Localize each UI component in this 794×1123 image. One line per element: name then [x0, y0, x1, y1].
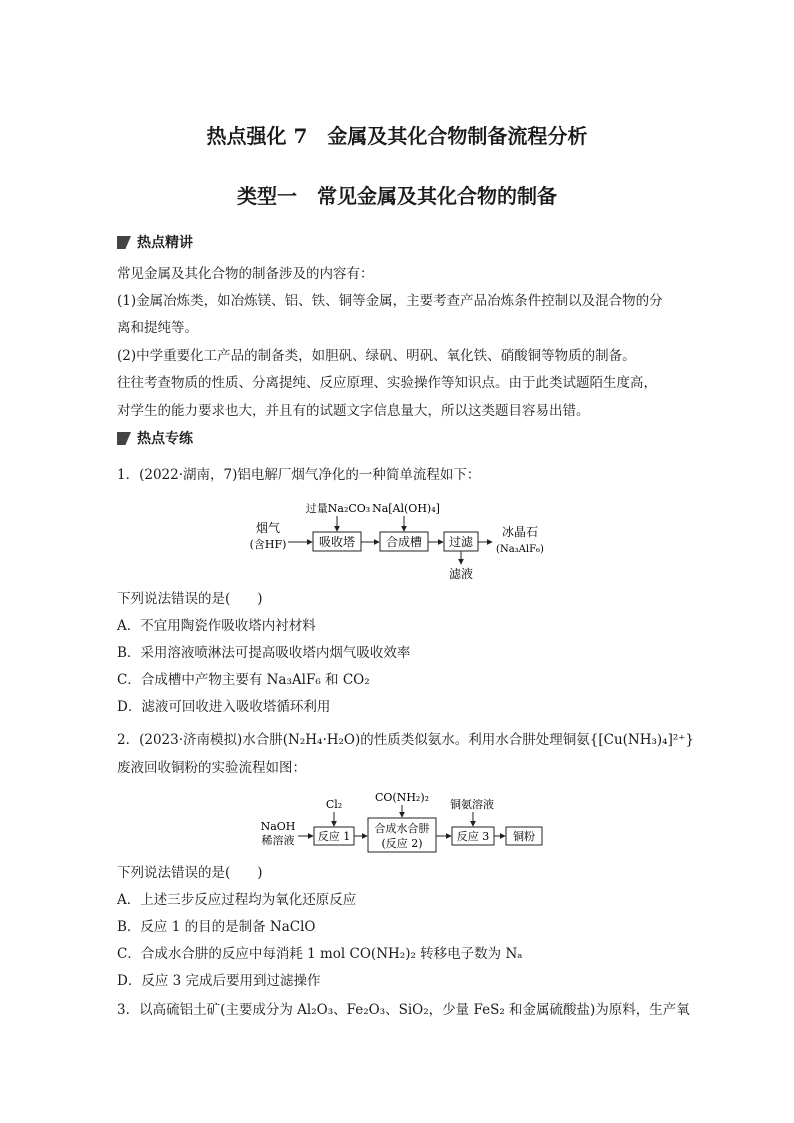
section-heading-2 — [117, 428, 193, 448]
flow-diagram-1 — [240, 496, 560, 584]
section-heading-text: 热点精讲 — [137, 235, 193, 251]
flow2-box-reaction-1-label: 反应 1 — [317, 830, 351, 843]
question-3-stem: 3．以高硫铝土矿(主要成分为 Al₂O₃、Fe₂O₃、SiO₂，少量 FeS₂ 和金属硫酸盐)为原料，生产氧 — [117, 1002, 690, 1018]
question-1-option: C．合成槽中产物主要有 Na₃AlF₆ 和 CO₂ — [117, 672, 370, 688]
flow1-box-synthesis-label: 合成槽 — [385, 535, 423, 549]
flow2-reagent-2: CO(NH₂)₂ — [374, 791, 430, 804]
flow2-input-note: 稀溶液 — [261, 834, 295, 847]
page-title: 热点强化 7 金属及其化合物制备流程分析 — [206, 124, 588, 148]
flow1-box-filter-label: 过滤 — [448, 535, 474, 549]
intro-line: 对学生的能力要求也大，并且有的试题文字信息量大，所以这类题目容易出错。 — [117, 403, 590, 419]
flow1-product: 冰晶石 — [501, 525, 539, 539]
question-2-stem: 2．(2023·济南模拟)水合肼(N₂H₄·H₂O)的性质类似氨水。利用水合肼处理铜氨{[Cu(NH₃)₄]²⁺} — [117, 732, 694, 748]
flow1-input-label: 烟气 — [255, 521, 281, 535]
flow1-reagent-2: Na[Al(OH)₄] — [372, 502, 440, 515]
question-1-stem: 1．(2022·湖南，7)铝电解厂烟气净化的一种简单流程如下： — [117, 467, 481, 483]
question-2-stem-cont: 废液回收铜粉的实验流程如图： — [117, 760, 306, 776]
question-2-option: B．反应 1 的目的是制备 NaClO — [117, 919, 316, 935]
question-1-option: A．不宜用陶瓷作吸收塔内衬材料 — [117, 618, 316, 634]
section-marker-icon — [117, 432, 131, 445]
question-2-ask: 下列说法错误的是( ) — [117, 865, 263, 881]
intro-line: (1)金属冶炼类，如冶炼镁、铝、铁、铜等金属，主要考查产品冶炼条件控制以及混合物的分 — [117, 293, 663, 309]
question-2-option: D．反应 3 完成后要用到过滤操作 — [117, 973, 321, 989]
section-heading-1 — [117, 232, 193, 252]
question-2-option: A．上述三步反应过程均为氧化还原反应 — [117, 892, 357, 908]
intro-line: (2)中学重要化工产品的制备类，如胆矾、绿矾、明矾、氧化铁、硝酸铜等物质的制备。 — [117, 348, 636, 364]
flow2-box-reaction-3-label: 反应 3 — [456, 830, 490, 843]
flow1-box-absorber-label: 吸收塔 — [318, 535, 356, 549]
intro-line: 离和提纯等。 — [117, 320, 198, 336]
section-heading-text: 热点专练 — [137, 431, 193, 447]
flow2-box-copper-label: 铜粉 — [513, 830, 535, 843]
intro-line: 往往考查物质的性质、分离提纯、反应原理、实验操作等知识点。由于此类试题陌生度高， — [117, 375, 657, 391]
intro-line: 常见金属及其化合物的制备涉及的内容有： — [117, 266, 374, 282]
question-1-option: B．采用溶液喷淋法可提高吸收塔内烟气吸收效率 — [117, 645, 411, 661]
flow2-box-hydrazine-label: 合成水合肼 — [374, 822, 430, 835]
flow1-product-formula: (Na₃AlF₆) — [496, 544, 544, 555]
question-1-option: D．滤液可回收进入吸收塔循环利用 — [117, 699, 331, 715]
flow2-input-label: NaOH — [260, 820, 296, 833]
section-marker-icon — [117, 236, 131, 249]
flow2-reagent-1: Cl₂ — [325, 798, 343, 811]
flow2-box-hydrazine-note: (反应 2) — [381, 837, 423, 850]
question-2-option: C．合成水合肼的反应中每消耗 1 mol CO(NH₂)₂ 转移电子数为 Nₐ — [117, 946, 523, 962]
flow-diagram-2 — [258, 788, 548, 858]
flow1-reagent-1: 过量Na₂CO₃ — [305, 502, 371, 515]
flow1-waste: 滤液 — [448, 567, 474, 581]
page-subtitle: 类型一 常见金属及其化合物的制备 — [237, 184, 557, 208]
flow2-reagent-3: 铜氨溶液 — [450, 798, 494, 811]
question-1-ask: 下列说法错误的是( ) — [117, 591, 263, 607]
flow1-input-note: (含HF) — [249, 538, 287, 551]
